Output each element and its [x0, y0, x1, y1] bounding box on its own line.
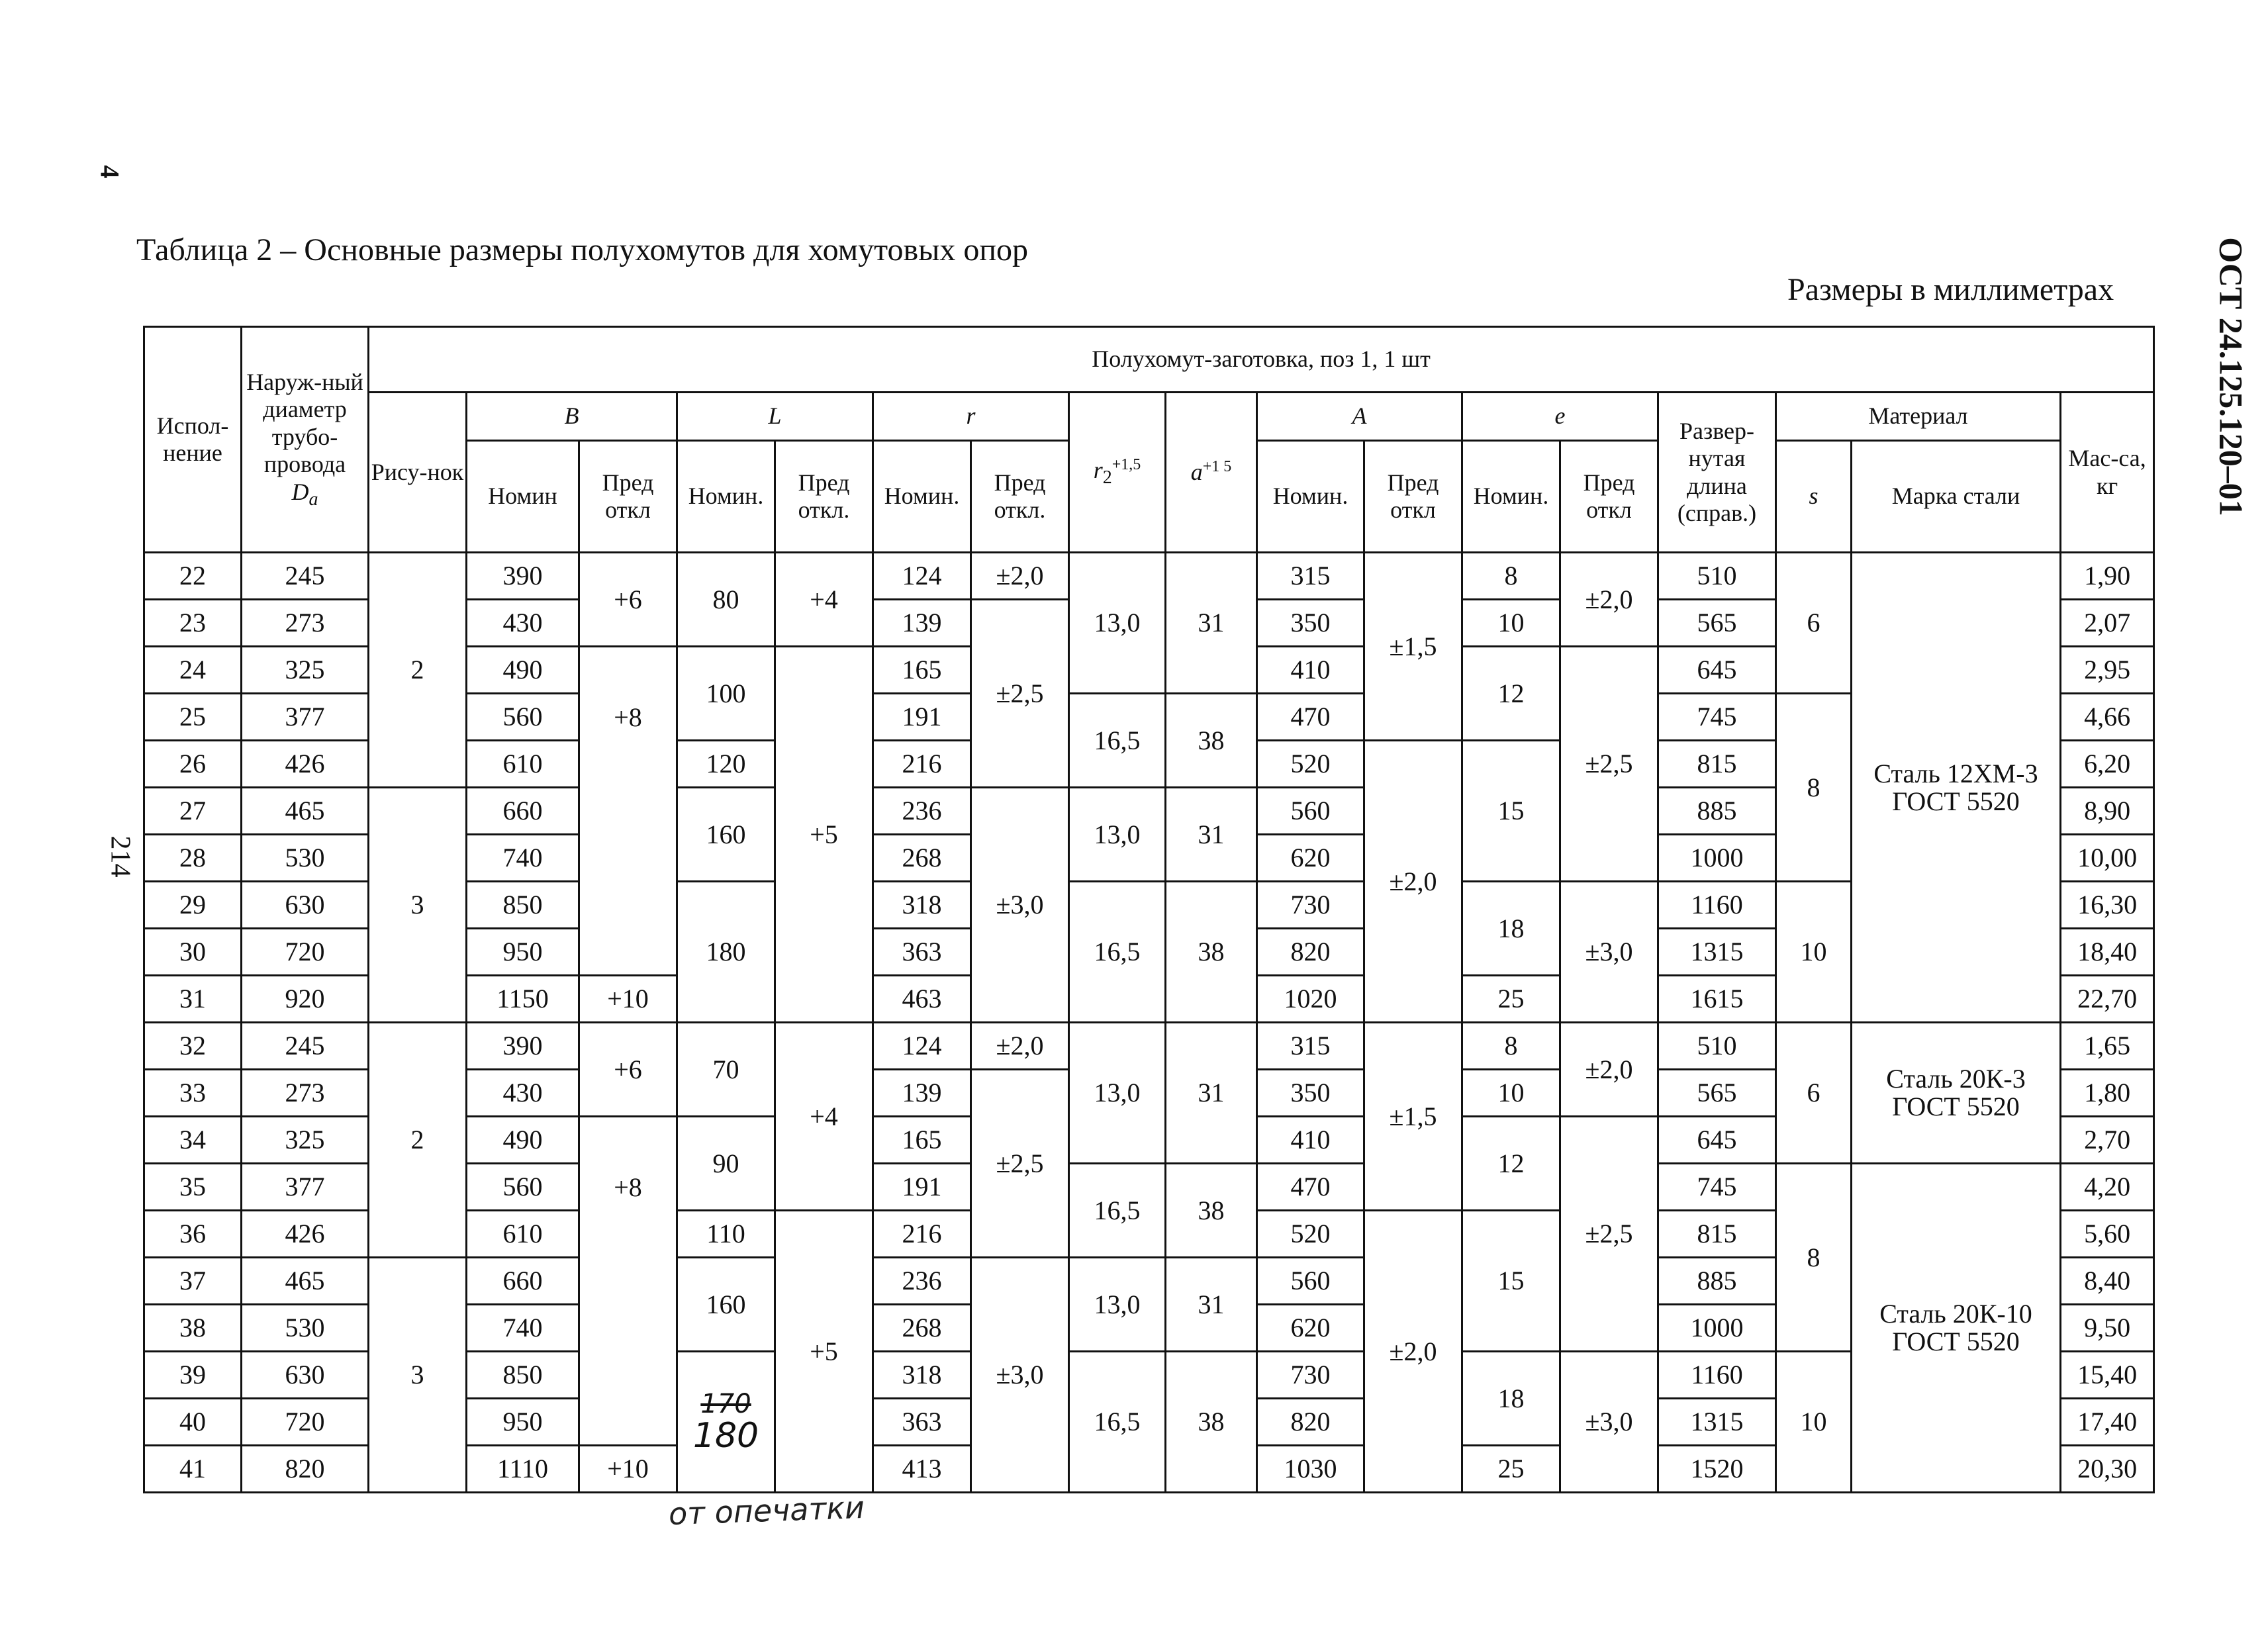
cell-mass: 1,65: [2061, 1023, 2154, 1070]
cell-L-nom: 180: [677, 882, 775, 1023]
cell-r-nom: 165: [873, 1117, 971, 1164]
cell-developed-length: 885: [1658, 788, 1776, 835]
cell-a: 38: [1166, 1352, 1257, 1493]
cell-r-nom: 318: [873, 1352, 971, 1399]
cell-isp: 41: [144, 1446, 242, 1493]
cell-e-dev: ±2,5: [1560, 1117, 1658, 1352]
cell-developed-length: 1615: [1658, 976, 1776, 1023]
subheader-B-dev: Пред откл: [579, 441, 677, 553]
cell-A-nom: 520: [1257, 1211, 1364, 1258]
subheader-L-dev: Пред откл.: [775, 441, 873, 553]
cell-B-dev: +6: [579, 1023, 677, 1117]
cell-diameter: 720: [242, 929, 369, 976]
cell-risunok: 3: [369, 1258, 467, 1493]
cell-B-nom: 740: [467, 1305, 579, 1352]
cell-mass: 4,66: [2061, 694, 2154, 741]
cell-A-dev: ±1,5: [1364, 1023, 1462, 1211]
cell-developed-length: 1000: [1658, 1305, 1776, 1352]
cell-mass: 2,95: [2061, 647, 2154, 694]
cell-A-nom: 560: [1257, 1258, 1364, 1305]
subheader-B-nom: Номин: [467, 441, 579, 553]
cell-r-nom: 139: [873, 1070, 971, 1117]
cell-L-nom: 120: [677, 741, 775, 788]
cell-steel-grade: Сталь 20К-3 ГОСТ 5520: [1852, 1023, 2061, 1164]
cell-B-dev: +10: [579, 976, 677, 1023]
cell-B-nom: 490: [467, 1117, 579, 1164]
cell-A-nom: 410: [1257, 647, 1364, 694]
cell-e-nom: 10: [1462, 1070, 1560, 1117]
cell-a: 38: [1166, 882, 1257, 1023]
cell-B-nom: 660: [467, 788, 579, 835]
cell-B-nom: 560: [467, 694, 579, 741]
subheader-r-nom: Номин.: [873, 441, 971, 553]
cell-e-nom: 15: [1462, 741, 1560, 882]
cell-r-nom: 165: [873, 647, 971, 694]
cell-r-dev: ±3,0: [971, 788, 1069, 1023]
cell-r2: 16,5: [1069, 694, 1166, 788]
cell-mass: 5,60: [2061, 1211, 2154, 1258]
subheader-e-dev: Пред откл: [1560, 441, 1658, 553]
cell-r-nom: 318: [873, 882, 971, 929]
cell-isp: 28: [144, 835, 242, 882]
cell-L-nom: 160: [677, 788, 775, 882]
cell-B-nom: 430: [467, 1070, 579, 1117]
r2-symbol: r: [1093, 456, 1103, 483]
cell-A-nom: 350: [1257, 600, 1364, 647]
cell-mass: 1,90: [2061, 553, 2154, 600]
cell-s: 6: [1776, 553, 1852, 694]
col-header-risunok: Рису-нок: [369, 393, 467, 553]
cell-e-nom: 8: [1462, 553, 1560, 600]
cell-diameter: 325: [242, 647, 369, 694]
cell-mass: 10,00: [2061, 835, 2154, 882]
cell-risunok: 2: [369, 553, 467, 788]
cell-isp: 29: [144, 882, 242, 929]
cell-a: 31: [1166, 1258, 1257, 1352]
cell-A-nom: 350: [1257, 1070, 1364, 1117]
cell-r2: 13,0: [1069, 553, 1166, 694]
cell-developed-length: 1315: [1658, 929, 1776, 976]
handwritten-correction: [693, 1390, 759, 1454]
cell-B-dev: +8: [579, 1117, 677, 1258]
cell-mass: 8,90: [2061, 788, 2154, 835]
cell-r-nom: 124: [873, 553, 971, 600]
cell-B-nom: 430: [467, 600, 579, 647]
cell-diameter: 325: [242, 1117, 369, 1164]
cell-L-dev: +4: [775, 1023, 873, 1211]
col-header-diameter: [242, 327, 369, 553]
cell-A-nom: 520: [1257, 741, 1364, 788]
cell-A-nom: 620: [1257, 1305, 1364, 1352]
cell-A-nom: 560: [1257, 788, 1364, 835]
cell-s: 10: [1776, 882, 1852, 1023]
cell-A-nom: 410: [1257, 1117, 1364, 1164]
cell-mass: 4,20: [2061, 1164, 2154, 1211]
cell-mass: 16,30: [2061, 882, 2154, 929]
corrected-value: 180: [692, 1415, 759, 1456]
cell-developed-length: 815: [1658, 1211, 1776, 1258]
cell-mass: 6,20: [2061, 741, 2154, 788]
cell-isp: 24: [144, 647, 242, 694]
cell-a: 38: [1166, 1164, 1257, 1258]
cell-r-dev: ±2,5: [971, 600, 1069, 788]
cell-e-dev: ±2,5: [1560, 647, 1658, 882]
cell-L-nom-corrected: [677, 1352, 775, 1493]
cell-e-nom: 18: [1462, 882, 1560, 976]
cell-diameter: 245: [242, 553, 369, 600]
cell-e-nom: 15: [1462, 1211, 1560, 1352]
col-header-e: e: [1462, 393, 1658, 441]
cell-a: 31: [1166, 1023, 1257, 1164]
cell-developed-length: 885: [1658, 1258, 1776, 1305]
cell-r-dev: ±2,5: [971, 1070, 1069, 1258]
cell-s: 8: [1776, 1164, 1852, 1352]
cell-r-nom: 216: [873, 741, 971, 788]
a-symbol: a: [1190, 459, 1203, 486]
cell-a: 31: [1166, 553, 1257, 694]
dimensions-table: [143, 326, 2155, 1493]
cell-B-nom: 1150: [467, 976, 579, 1023]
cell-B-dev: +8: [579, 647, 677, 788]
cell-r-nom: 236: [873, 1258, 971, 1305]
diameter-symbol: D: [291, 478, 309, 505]
cell-A-nom: 315: [1257, 553, 1364, 600]
cell-e-nom: 18: [1462, 1352, 1560, 1446]
cell-s: 10: [1776, 1352, 1852, 1493]
table-title: Таблица 2 – Основные размеры полухомутов для хомутовых опор: [136, 232, 1029, 267]
cell-isp: 30: [144, 929, 242, 976]
diameter-label: Наруж-ный диаметр трубо-провода: [246, 369, 363, 478]
cell-developed-length: 1160: [1658, 882, 1776, 929]
cell-isp: 32: [144, 1023, 242, 1070]
cell-isp: 27: [144, 788, 242, 835]
cell-isp: 38: [144, 1305, 242, 1352]
cell-diameter: 426: [242, 741, 369, 788]
cell-isp: 22: [144, 553, 242, 600]
cell-B-nom: 560: [467, 1164, 579, 1211]
cell-r-dev: ±2,0: [971, 1023, 1069, 1070]
cell-mass: 9,50: [2061, 1305, 2154, 1352]
page-number-top: 4: [95, 165, 125, 179]
cell-diameter: 245: [242, 1023, 369, 1070]
cell-L-nom: 100: [677, 647, 775, 741]
cell-B-dev: +10: [579, 1446, 677, 1493]
cell-B-nom: 950: [467, 929, 579, 976]
cell-B-nom: 950: [467, 1399, 579, 1446]
cell-A-dev: ±2,0: [1364, 741, 1462, 1023]
cell-r-nom: 236: [873, 788, 971, 835]
cell-L-nom: 160: [677, 1258, 775, 1352]
cell-B-nom: 610: [467, 741, 579, 788]
col-header-A: A: [1257, 393, 1462, 441]
cell-diameter: 465: [242, 1258, 369, 1305]
cell-diameter: 465: [242, 788, 369, 835]
cell-r-nom: 268: [873, 835, 971, 882]
cell-A-nom: 620: [1257, 835, 1364, 882]
col-header-L: L: [677, 393, 873, 441]
cell-developed-length: 565: [1658, 600, 1776, 647]
cell-e-dev: ±3,0: [1560, 1352, 1658, 1493]
cell-B-dev-cont: [579, 788, 677, 976]
cell-a: 38: [1166, 694, 1257, 788]
cell-isp: 36: [144, 1211, 242, 1258]
handwritten-note: от опечатки: [668, 1489, 865, 1532]
cell-isp: 23: [144, 600, 242, 647]
subheader-steel-grade: Марка стали: [1852, 441, 2061, 553]
cell-isp: 25: [144, 694, 242, 741]
cell-developed-length: 645: [1658, 647, 1776, 694]
cell-A-nom: 1030: [1257, 1446, 1364, 1493]
cell-A-nom: 470: [1257, 1164, 1364, 1211]
cell-B-nom: 490: [467, 647, 579, 694]
cell-diameter: 377: [242, 694, 369, 741]
cell-r-nom: 413: [873, 1446, 971, 1493]
cell-mass: 2,70: [2061, 1117, 2154, 1164]
cell-A-nom: 730: [1257, 882, 1364, 929]
cell-r-dev: ±2,0: [971, 553, 1069, 600]
cell-developed-length: 745: [1658, 694, 1776, 741]
cell-isp: 31: [144, 976, 242, 1023]
cell-e-nom: 25: [1462, 1446, 1560, 1493]
cell-B-dev: +6: [579, 553, 677, 647]
col-header-a: [1166, 393, 1257, 553]
cell-isp: 33: [144, 1070, 242, 1117]
cell-risunok: 2: [369, 1023, 467, 1258]
a-superscript: +1 5: [1202, 458, 1232, 476]
cell-r2: 16,5: [1069, 1352, 1166, 1493]
cell-B-dev-cont: [579, 1258, 677, 1446]
cell-developed-length: 1160: [1658, 1352, 1776, 1399]
cell-A-nom: 730: [1257, 1352, 1364, 1399]
diameter-subscript: a: [308, 489, 318, 510]
subheader-s: s: [1776, 441, 1852, 553]
cell-A-nom: 1020: [1257, 976, 1364, 1023]
col-header-developed-length: Развер-нутая длина (справ.): [1658, 393, 1776, 553]
cell-e-nom: 12: [1462, 647, 1560, 741]
cell-B-nom: 610: [467, 1211, 579, 1258]
cell-r-nom: 363: [873, 1399, 971, 1446]
cell-s: 6: [1776, 1023, 1852, 1164]
cell-B-nom: 850: [467, 882, 579, 929]
cell-r2: 13,0: [1069, 1258, 1166, 1352]
cell-e-dev: ±2,0: [1560, 1023, 1658, 1117]
cell-L-nom: 80: [677, 553, 775, 647]
cell-steel-grade: Сталь 12ХМ-3 ГОСТ 5520: [1852, 553, 2061, 1023]
cell-A-nom: 315: [1257, 1023, 1364, 1070]
cell-mass: 1,80: [2061, 1070, 2154, 1117]
cell-diameter: 630: [242, 1352, 369, 1399]
col-header-material: Материал: [1776, 393, 2061, 441]
cell-developed-length: 745: [1658, 1164, 1776, 1211]
cell-e-nom: 25: [1462, 976, 1560, 1023]
cell-e-dev: ±3,0: [1560, 882, 1658, 1023]
cell-diameter: 530: [242, 835, 369, 882]
subheader-r-dev: Пред откл.: [971, 441, 1069, 553]
cell-B-nom: 1110: [467, 1446, 579, 1493]
r2-superscript: +1,5: [1111, 455, 1141, 473]
cell-B-nom: 740: [467, 835, 579, 882]
cell-A-dev: ±2,0: [1364, 1211, 1462, 1493]
cell-r-dev: ±3,0: [971, 1258, 1069, 1493]
cell-r-nom: 124: [873, 1023, 971, 1070]
cell-r2: 13,0: [1069, 1023, 1166, 1164]
cell-e-nom: 10: [1462, 600, 1560, 647]
cell-diameter: 273: [242, 1070, 369, 1117]
cell-r-nom: 363: [873, 929, 971, 976]
page-number-side: 214: [105, 835, 136, 878]
r2-subscript: 2: [1102, 467, 1112, 488]
cell-isp: 34: [144, 1117, 242, 1164]
cell-L-nom: 90: [677, 1117, 775, 1211]
cell-L-dev: +5: [775, 1211, 873, 1493]
cell-A-nom: 820: [1257, 1399, 1364, 1446]
cell-e-nom: 8: [1462, 1023, 1560, 1070]
cell-r2: 16,5: [1069, 1164, 1166, 1258]
col-header-r2: [1069, 393, 1166, 553]
cell-mass: 15,40: [2061, 1352, 2154, 1399]
cell-isp: 39: [144, 1352, 242, 1399]
cell-mass: 8,40: [2061, 1258, 2154, 1305]
cell-B-nom: 660: [467, 1258, 579, 1305]
cell-isp: 26: [144, 741, 242, 788]
cell-isp: 37: [144, 1258, 242, 1305]
cell-developed-length: 1000: [1658, 835, 1776, 882]
cell-L-dev: +4: [775, 553, 873, 647]
cell-developed-length: 565: [1658, 1070, 1776, 1117]
cell-isp: 35: [144, 1164, 242, 1211]
cell-L-nom: 70: [677, 1023, 775, 1117]
cell-risunok: 3: [369, 788, 467, 1023]
cell-diameter: 720: [242, 1399, 369, 1446]
cell-mass: 2,07: [2061, 600, 2154, 647]
cell-diameter: 630: [242, 882, 369, 929]
subheader-e-nom: Номин.: [1462, 441, 1560, 553]
col-header-r: r: [873, 393, 1069, 441]
cell-r2: 16,5: [1069, 882, 1166, 1023]
cell-diameter: 377: [242, 1164, 369, 1211]
cell-mass: 17,40: [2061, 1399, 2154, 1446]
struck-value: 170: [700, 1388, 751, 1419]
cell-A-nom: 470: [1257, 694, 1364, 741]
cell-steel-grade: Сталь 20К-10 ГОСТ 5520: [1852, 1164, 2061, 1493]
cell-e-dev: ±2,0: [1560, 553, 1658, 647]
cell-e-nom: 12: [1462, 1117, 1560, 1211]
cell-r-nom: 139: [873, 600, 971, 647]
cell-B-nom: 390: [467, 1023, 579, 1070]
units-note: Размеры в миллиметрах: [1787, 272, 2114, 307]
document-code: ОСТ 24.125.120–01: [2212, 237, 2250, 516]
cell-developed-length: 645: [1658, 1117, 1776, 1164]
cell-mass: 22,70: [2061, 976, 2154, 1023]
col-header-group: Полухомут-заготовка, поз 1, 1 шт: [369, 327, 2154, 393]
cell-L-dev: +5: [775, 647, 873, 1023]
cell-A-nom: 820: [1257, 929, 1364, 976]
cell-diameter: 273: [242, 600, 369, 647]
cell-B-nom: 390: [467, 553, 579, 600]
cell-B-nom: 850: [467, 1352, 579, 1399]
subheader-A-dev: Пред откл: [1364, 441, 1462, 553]
cell-a: 31: [1166, 788, 1257, 882]
subheader-L-nom: Номин.: [677, 441, 775, 553]
cell-s: 8: [1776, 694, 1852, 882]
cell-mass: 18,40: [2061, 929, 2154, 976]
cell-diameter: 920: [242, 976, 369, 1023]
cell-diameter: 426: [242, 1211, 369, 1258]
cell-developed-length: 1315: [1658, 1399, 1776, 1446]
cell-developed-length: 510: [1658, 553, 1776, 600]
cell-isp: 40: [144, 1399, 242, 1446]
cell-mass: 20,30: [2061, 1446, 2154, 1493]
cell-developed-length: 1520: [1658, 1446, 1776, 1493]
cell-r-nom: 216: [873, 1211, 971, 1258]
cell-diameter: 530: [242, 1305, 369, 1352]
cell-r-nom: 268: [873, 1305, 971, 1352]
col-header-ispolnenie: Испол-нение: [144, 327, 242, 553]
cell-diameter: 820: [242, 1446, 369, 1493]
cell-r2: 13,0: [1069, 788, 1166, 882]
subheader-A-nom: Номин.: [1257, 441, 1364, 553]
cell-r-nom: 191: [873, 694, 971, 741]
cell-L-nom: 110: [677, 1211, 775, 1258]
cell-A-dev: ±1,5: [1364, 553, 1462, 741]
cell-r-nom: 463: [873, 976, 971, 1023]
col-header-B: B: [467, 393, 677, 441]
col-header-mass: Мас-са, кг: [2061, 393, 2154, 553]
cell-r-nom: 191: [873, 1164, 971, 1211]
cell-developed-length: 510: [1658, 1023, 1776, 1070]
cell-developed-length: 815: [1658, 741, 1776, 788]
